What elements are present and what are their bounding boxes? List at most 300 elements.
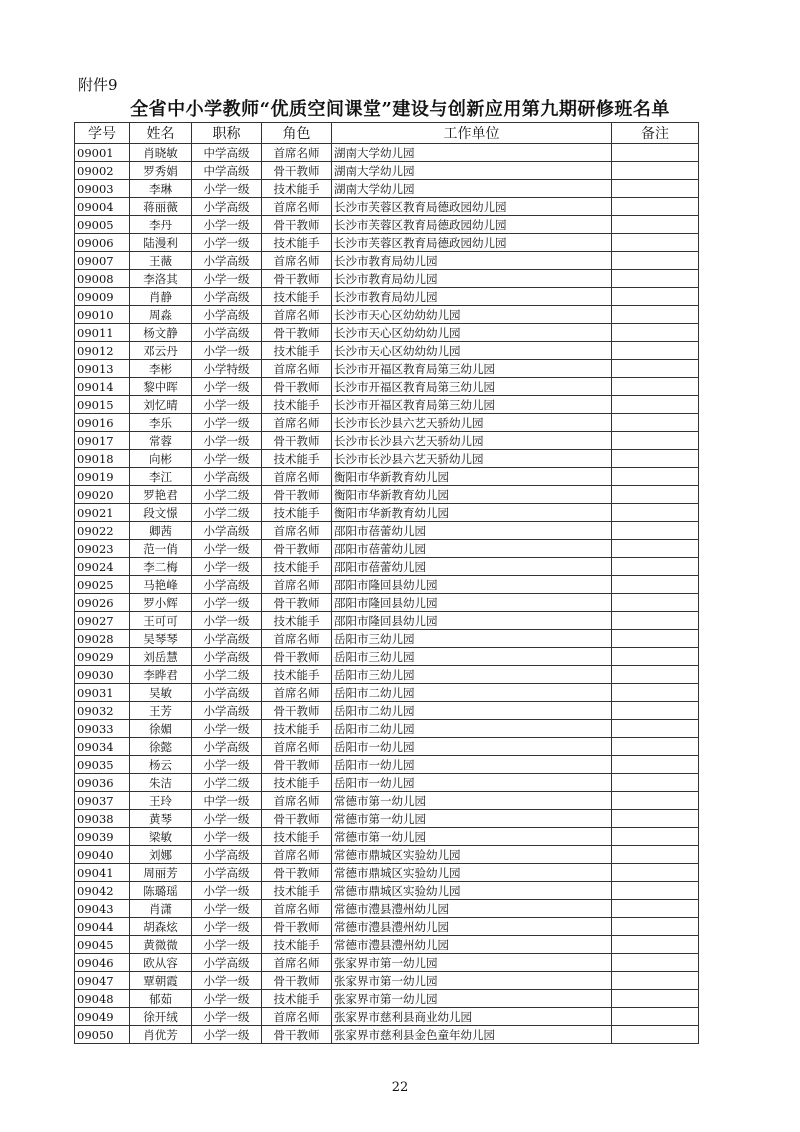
cell-remarks [612,792,699,810]
cell-remarks [612,234,699,252]
cell-work-unit: 张家界市第一幼儿园 [332,954,612,972]
cell-work-unit: 岳阳市一幼儿园 [332,738,612,756]
cell-professional-title: 小学一级 [192,540,262,558]
cell-remarks [612,990,699,1008]
cell-work-unit: 张家界市第一幼儿园 [332,990,612,1008]
cell-role: 技术能手 [262,558,332,576]
cell-student-id: 09011 [75,324,130,342]
cell-professional-title: 小学高级 [192,252,262,270]
cell-role: 首席名师 [262,1008,332,1026]
cell-student-id: 09040 [75,846,130,864]
cell-remarks [612,252,699,270]
table-row [75,234,699,252]
cell-role: 首席名师 [262,468,332,486]
cell-professional-title: 小学一级 [192,900,262,918]
cell-remarks [612,522,699,540]
header-name: 姓名 [130,123,192,144]
cell-role: 骨干教师 [262,540,332,558]
cell-name: 李晔君 [130,666,192,684]
cell-role: 技术能手 [262,720,332,738]
cell-student-id: 09017 [75,432,130,450]
cell-work-unit: 邵阳市蓓蕾幼儿园 [332,558,612,576]
cell-professional-title: 小学一级 [192,594,262,612]
cell-remarks [612,630,699,648]
cell-name: 徐懿 [130,738,192,756]
cell-student-id: 09013 [75,360,130,378]
table-header-row [75,123,699,144]
cell-student-id: 09003 [75,180,130,198]
table-row [75,522,699,540]
cell-role: 骨干教师 [262,918,332,936]
cell-student-id: 09049 [75,1008,130,1026]
cell-role: 骨干教师 [262,648,332,666]
cell-remarks [612,162,699,180]
cell-remarks [612,648,699,666]
cell-professional-title: 小学高级 [192,630,262,648]
table-row [75,864,699,882]
cell-work-unit: 常德市鼎城区实验幼儿园 [332,882,612,900]
cell-remarks [612,810,699,828]
cell-professional-title: 小学高级 [192,198,262,216]
table-row [75,936,699,954]
cell-student-id: 09047 [75,972,130,990]
cell-name: 李二梅 [130,558,192,576]
cell-student-id: 09032 [75,702,130,720]
cell-professional-title: 小学一级 [192,882,262,900]
cell-role: 技术能手 [262,666,332,684]
table-row [75,756,699,774]
cell-student-id: 09034 [75,738,130,756]
cell-work-unit: 邵阳市隆回县幼儿园 [332,594,612,612]
cell-role: 首席名师 [262,198,332,216]
cell-student-id: 09007 [75,252,130,270]
cell-remarks [612,1026,699,1044]
table-row [75,162,699,180]
table-row [75,792,699,810]
cell-name: 邓云丹 [130,342,192,360]
table-row [75,738,699,756]
cell-professional-title: 小学高级 [192,576,262,594]
cell-role: 技术能手 [262,990,332,1008]
cell-work-unit: 岳阳市三幼儿园 [332,666,612,684]
cell-remarks [612,738,699,756]
cell-role: 骨干教师 [262,486,332,504]
cell-student-id: 09033 [75,720,130,738]
cell-professional-title: 小学一级 [192,450,262,468]
cell-remarks [612,306,699,324]
cell-work-unit: 常德市澧县澧州幼儿园 [332,918,612,936]
table-row [75,882,699,900]
table-row [75,252,699,270]
cell-work-unit: 常德市第一幼儿园 [332,810,612,828]
table-row [75,702,699,720]
cell-role: 技术能手 [262,828,332,846]
cell-student-id: 09009 [75,288,130,306]
cell-role: 首席名师 [262,738,332,756]
cell-name: 黎中晖 [130,378,192,396]
attachment-label: 附件9 [78,76,118,94]
cell-remarks [612,918,699,936]
table-row [75,666,699,684]
cell-name: 吴敏 [130,684,192,702]
cell-role: 技术能手 [262,936,332,954]
header-role: 角色 [262,123,332,144]
cell-professional-title: 小学高级 [192,684,262,702]
cell-name: 李丹 [130,216,192,234]
cell-name: 周淼 [130,306,192,324]
cell-professional-title: 小学一级 [192,612,262,630]
cell-professional-title: 小学二级 [192,486,262,504]
cell-student-id: 09042 [75,882,130,900]
cell-professional-title: 小学一级 [192,990,262,1008]
cell-professional-title: 小学二级 [192,774,262,792]
cell-role: 技术能手 [262,288,332,306]
cell-work-unit: 长沙市天心区幼幼幼儿园 [332,306,612,324]
cell-remarks [612,900,699,918]
cell-role: 骨干教师 [262,594,332,612]
cell-work-unit: 长沙市长沙县六艺天骄幼儿园 [332,432,612,450]
cell-work-unit: 长沙市开福区教育局第三幼儿园 [332,360,612,378]
cell-professional-title: 小学一级 [192,558,262,576]
cell-professional-title: 小学高级 [192,846,262,864]
cell-name: 李乐 [130,414,192,432]
cell-role: 首席名师 [262,144,332,162]
cell-professional-title: 中学高级 [192,162,262,180]
cell-name: 徐开绒 [130,1008,192,1026]
cell-role: 首席名师 [262,630,332,648]
cell-role: 骨干教师 [262,864,332,882]
cell-student-id: 09010 [75,306,130,324]
cell-name: 卿茜 [130,522,192,540]
roster-table [74,122,699,1044]
cell-name: 刘娜 [130,846,192,864]
cell-work-unit: 长沙市教育局幼儿园 [332,270,612,288]
cell-student-id: 09031 [75,684,130,702]
cell-student-id: 09044 [75,918,130,936]
cell-student-id: 09045 [75,936,130,954]
table-row [75,216,699,234]
cell-work-unit: 长沙市长沙县六艺天骄幼儿园 [332,414,612,432]
cell-remarks [612,450,699,468]
cell-professional-title: 小学高级 [192,288,262,306]
cell-work-unit: 长沙市芙蓉区教育局德政园幼儿园 [332,198,612,216]
table-row [75,576,699,594]
table-row [75,450,699,468]
cell-remarks [612,558,699,576]
cell-student-id: 09037 [75,792,130,810]
cell-professional-title: 小学二级 [192,504,262,522]
cell-name: 李琳 [130,180,192,198]
cell-role: 首席名师 [262,414,332,432]
table-row [75,900,699,918]
cell-name: 王可可 [130,612,192,630]
table-row [75,468,699,486]
cell-student-id: 09020 [75,486,130,504]
cell-role: 首席名师 [262,252,332,270]
cell-remarks [612,720,699,738]
cell-student-id: 09036 [75,774,130,792]
cell-student-id: 09046 [75,954,130,972]
cell-name: 肖晓敏 [130,144,192,162]
cell-remarks [612,774,699,792]
cell-remarks [612,180,699,198]
header-remarks: 备注 [612,123,699,144]
cell-name: 肖潇 [130,900,192,918]
table-row [75,594,699,612]
cell-role: 技术能手 [262,234,332,252]
table-row [75,414,699,432]
cell-work-unit: 长沙市天心区幼幼幼儿园 [332,324,612,342]
table-row [75,612,699,630]
table-row [75,540,699,558]
cell-role: 首席名师 [262,792,332,810]
cell-name: 蒋丽薇 [130,198,192,216]
cell-work-unit: 湖南大学幼儿园 [332,144,612,162]
cell-remarks [612,360,699,378]
cell-name: 李洛其 [130,270,192,288]
cell-professional-title: 小学高级 [192,468,262,486]
cell-role: 首席名师 [262,900,332,918]
cell-name: 王玲 [130,792,192,810]
cell-student-id: 09030 [75,666,130,684]
cell-professional-title: 小学一级 [192,414,262,432]
cell-professional-title: 小学一级 [192,396,262,414]
cell-role: 技术能手 [262,882,332,900]
cell-professional-title: 小学高级 [192,702,262,720]
cell-role: 首席名师 [262,360,332,378]
cell-name: 李彬 [130,360,192,378]
cell-role: 首席名师 [262,306,332,324]
cell-role: 技术能手 [262,342,332,360]
cell-name: 肖优芳 [130,1026,192,1044]
cell-student-id: 09002 [75,162,130,180]
cell-professional-title: 小学一级 [192,828,262,846]
table-row [75,144,699,162]
cell-remarks [612,936,699,954]
table-row [75,198,699,216]
cell-professional-title: 小学高级 [192,648,262,666]
cell-student-id: 09026 [75,594,130,612]
cell-name: 黄琴 [130,810,192,828]
cell-work-unit: 邵阳市蓓蕾幼儿园 [332,522,612,540]
cell-student-id: 09005 [75,216,130,234]
cell-role: 首席名师 [262,522,332,540]
cell-remarks [612,504,699,522]
cell-work-unit: 长沙市教育局幼儿园 [332,288,612,306]
table-row [75,828,699,846]
cell-remarks [612,198,699,216]
cell-remarks [612,702,699,720]
cell-remarks [612,1008,699,1026]
cell-role: 骨干教师 [262,432,332,450]
cell-remarks [612,612,699,630]
cell-work-unit: 常德市澧县澧州幼儿园 [332,900,612,918]
table-row [75,558,699,576]
cell-name: 常蓉 [130,432,192,450]
cell-student-id: 09008 [75,270,130,288]
document-title: 全省中小学教师“优质空间课堂”建设与创新应用第九期研修班名单 [130,99,670,120]
cell-work-unit: 岳阳市一幼儿园 [332,756,612,774]
cell-remarks [612,270,699,288]
table-row [75,918,699,936]
cell-role: 骨干教师 [262,972,332,990]
cell-role: 首席名师 [262,684,332,702]
cell-role: 首席名师 [262,846,332,864]
table-row [75,720,699,738]
cell-remarks [612,828,699,846]
table-row [75,684,699,702]
cell-student-id: 09014 [75,378,130,396]
table-row [75,810,699,828]
table-row [75,342,699,360]
cell-remarks [612,594,699,612]
cell-remarks [612,576,699,594]
cell-professional-title: 小学高级 [192,324,262,342]
cell-work-unit: 张家界市慈利县商业幼儿园 [332,1008,612,1026]
cell-work-unit: 衡阳市华新教育幼儿园 [332,504,612,522]
cell-work-unit: 湖南大学幼儿园 [332,162,612,180]
cell-professional-title: 小学一级 [192,918,262,936]
cell-work-unit: 邵阳市隆回县幼儿园 [332,576,612,594]
cell-student-id: 09006 [75,234,130,252]
cell-professional-title: 小学高级 [192,738,262,756]
cell-work-unit: 邵阳市蓓蕾幼儿园 [332,540,612,558]
table-row [75,306,699,324]
cell-professional-title: 小学高级 [192,954,262,972]
cell-student-id: 09024 [75,558,130,576]
cell-student-id: 09015 [75,396,130,414]
cell-student-id: 09004 [75,198,130,216]
cell-role: 技术能手 [262,180,332,198]
cell-role: 首席名师 [262,576,332,594]
cell-student-id: 09025 [75,576,130,594]
cell-student-id: 09016 [75,414,130,432]
cell-student-id: 09027 [75,612,130,630]
cell-student-id: 09023 [75,540,130,558]
cell-student-id: 09043 [75,900,130,918]
cell-name: 陈璐瑶 [130,882,192,900]
cell-remarks [612,468,699,486]
cell-professional-title: 小学一级 [192,720,262,738]
cell-work-unit: 岳阳市三幼儿园 [332,630,612,648]
cell-work-unit: 常德市第一幼儿园 [332,792,612,810]
cell-student-id: 09035 [75,756,130,774]
cell-role: 技术能手 [262,774,332,792]
cell-remarks [612,846,699,864]
table-row [75,648,699,666]
cell-professional-title: 小学一级 [192,216,262,234]
cell-role: 骨干教师 [262,810,332,828]
cell-name: 刘忆晴 [130,396,192,414]
cell-professional-title: 小学一级 [192,432,262,450]
header-work-unit: 工作单位 [332,123,612,144]
cell-professional-title: 小学一级 [192,1026,262,1044]
cell-role: 骨干教师 [262,216,332,234]
cell-professional-title: 小学一级 [192,342,262,360]
cell-name: 郁茹 [130,990,192,1008]
cell-professional-title: 小学一级 [192,972,262,990]
cell-student-id: 09048 [75,990,130,1008]
cell-role: 首席名师 [262,954,332,972]
cell-work-unit: 常德市鼎城区实验幼儿园 [332,846,612,864]
cell-work-unit: 张家界市慈利县金色童年幼儿园 [332,1026,612,1044]
cell-remarks [612,486,699,504]
cell-remarks [612,396,699,414]
cell-name: 陆漫利 [130,234,192,252]
table-row [75,432,699,450]
table-body [75,144,699,1044]
cell-role: 技术能手 [262,504,332,522]
cell-name: 杨云 [130,756,192,774]
table-row [75,288,699,306]
cell-work-unit: 长沙市教育局幼儿园 [332,252,612,270]
cell-name: 杨文静 [130,324,192,342]
cell-name: 徐媚 [130,720,192,738]
cell-professional-title: 小学一级 [192,180,262,198]
cell-name: 王薇 [130,252,192,270]
cell-work-unit: 常德市鼎城区实验幼儿园 [332,864,612,882]
cell-name: 朱洁 [130,774,192,792]
cell-remarks [612,216,699,234]
cell-remarks [612,288,699,306]
cell-professional-title: 中学一级 [192,792,262,810]
cell-remarks [612,378,699,396]
cell-work-unit: 邵阳市隆回县幼儿园 [332,612,612,630]
cell-role: 技术能手 [262,612,332,630]
table-row [75,990,699,1008]
cell-remarks [612,324,699,342]
table-row [75,378,699,396]
table-row [75,630,699,648]
cell-name: 欧从容 [130,954,192,972]
table-row [75,774,699,792]
cell-student-id: 09028 [75,630,130,648]
cell-professional-title: 小学一级 [192,270,262,288]
cell-name: 梁敏 [130,828,192,846]
cell-role: 骨干教师 [262,1026,332,1044]
cell-work-unit: 常德市澧县澧州幼儿园 [332,936,612,954]
cell-student-id: 09019 [75,468,130,486]
cell-remarks [612,954,699,972]
cell-name: 李江 [130,468,192,486]
cell-name: 马艳峰 [130,576,192,594]
cell-name: 向彬 [130,450,192,468]
cell-professional-title: 小学一级 [192,810,262,828]
cell-remarks [612,414,699,432]
cell-remarks [612,756,699,774]
cell-work-unit: 衡阳市华新教育幼儿园 [332,468,612,486]
cell-work-unit: 衡阳市华新教育幼儿园 [332,486,612,504]
cell-student-id: 09012 [75,342,130,360]
cell-work-unit: 岳阳市三幼儿园 [332,648,612,666]
cell-role: 骨干教师 [262,756,332,774]
cell-student-id: 09022 [75,522,130,540]
cell-name: 罗艳君 [130,486,192,504]
table-row [75,486,699,504]
table-row [75,846,699,864]
cell-remarks [612,144,699,162]
cell-work-unit: 长沙市芙蓉区教育局德政园幼儿园 [332,216,612,234]
cell-name: 段文憬 [130,504,192,522]
cell-remarks [612,432,699,450]
cell-role: 骨干教师 [262,702,332,720]
cell-role: 技术能手 [262,396,332,414]
cell-role: 技术能手 [262,450,332,468]
cell-remarks [612,864,699,882]
cell-professional-title: 小学二级 [192,666,262,684]
cell-student-id: 09050 [75,1026,130,1044]
cell-work-unit: 长沙市芙蓉区教育局德政园幼儿园 [332,234,612,252]
